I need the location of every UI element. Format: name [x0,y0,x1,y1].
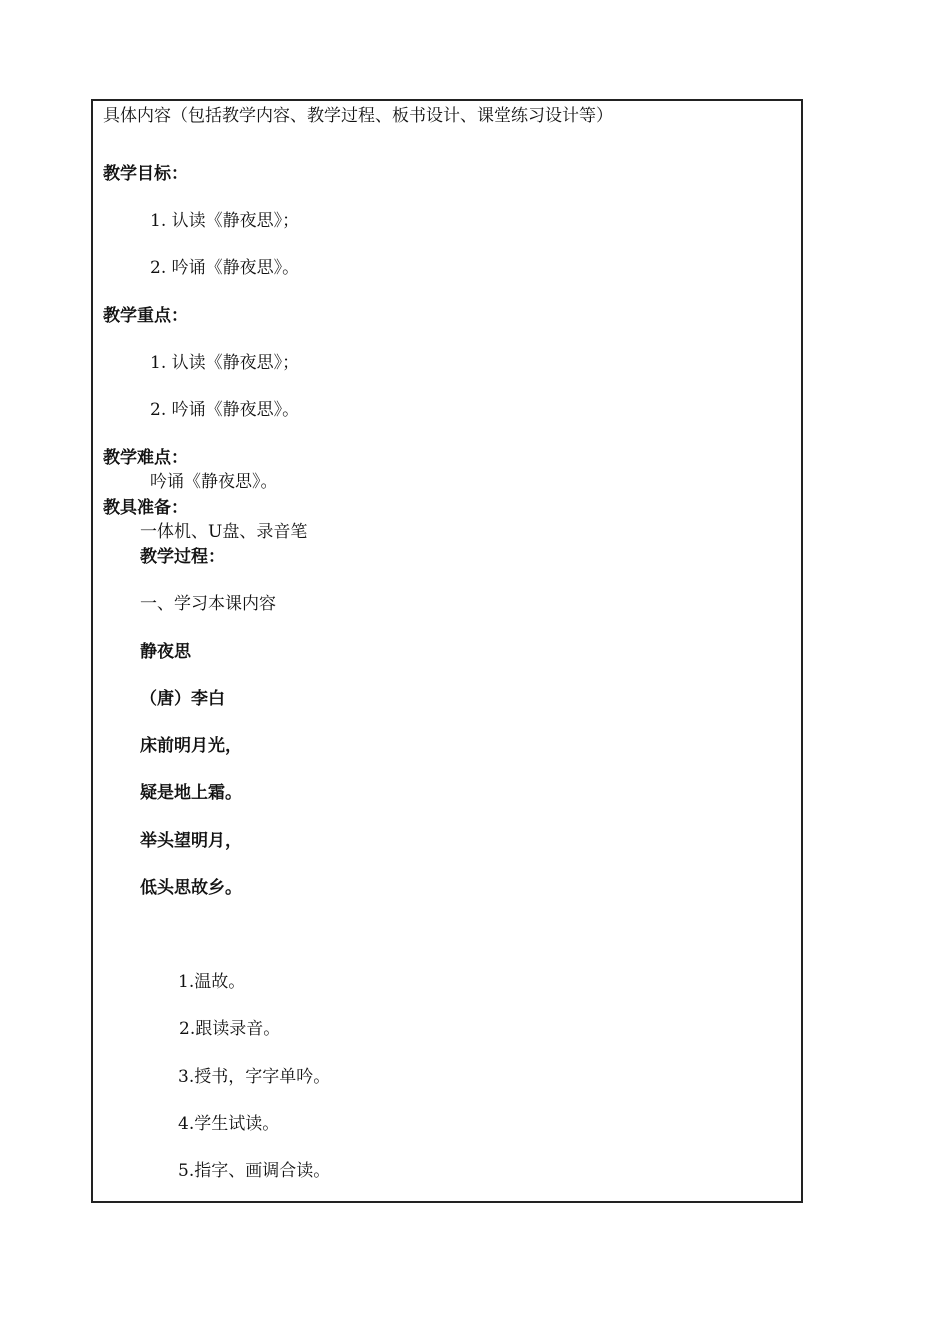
difficulty-text: 吟诵《静夜思》。 [150,472,278,492]
poem-line: 低头思故乡。 [140,878,242,898]
step-item: 4.学生试读。 [178,1114,280,1134]
step-item: 2.跟读录音。 [179,1019,281,1039]
content-header: 具体内容（包括教学内容、教学过程、板书设计、课堂练习设计等） [103,106,613,126]
materials-heading: 教具准备： [103,498,188,518]
poem-line: 疑是地上霜。 [140,783,242,803]
key-points-heading: 教学重点： [103,306,188,326]
objective-item: 1. 认读《静夜思》； [150,211,300,231]
difficulty-heading: 教学难点： [103,448,188,468]
objectives-heading: 教学目标： [103,164,188,184]
step-item: 1.温故。 [178,972,246,992]
step-item: 3.授书，字字单吟。 [178,1067,331,1087]
key-point-item: 2. 吟诵《静夜思》。 [150,400,300,420]
process-section: 一、学习本课内容 [140,594,276,614]
poem-line: 床前明月光， [140,736,242,756]
lesson-plan-box [91,99,803,1203]
process-heading: 教学过程： [140,547,225,567]
poem-title: 静夜思 [140,642,191,662]
objective-item: 2. 吟诵《静夜思》。 [150,258,300,278]
step-item: 5.指字、画调合读。 [178,1161,331,1181]
poem-author: （唐）李白 [140,689,225,709]
key-point-item: 1. 认读《静夜思》； [150,353,300,373]
materials-text: 一体机、U盘、录音笔 [140,522,308,542]
poem-line: 举头望明月， [140,831,242,851]
